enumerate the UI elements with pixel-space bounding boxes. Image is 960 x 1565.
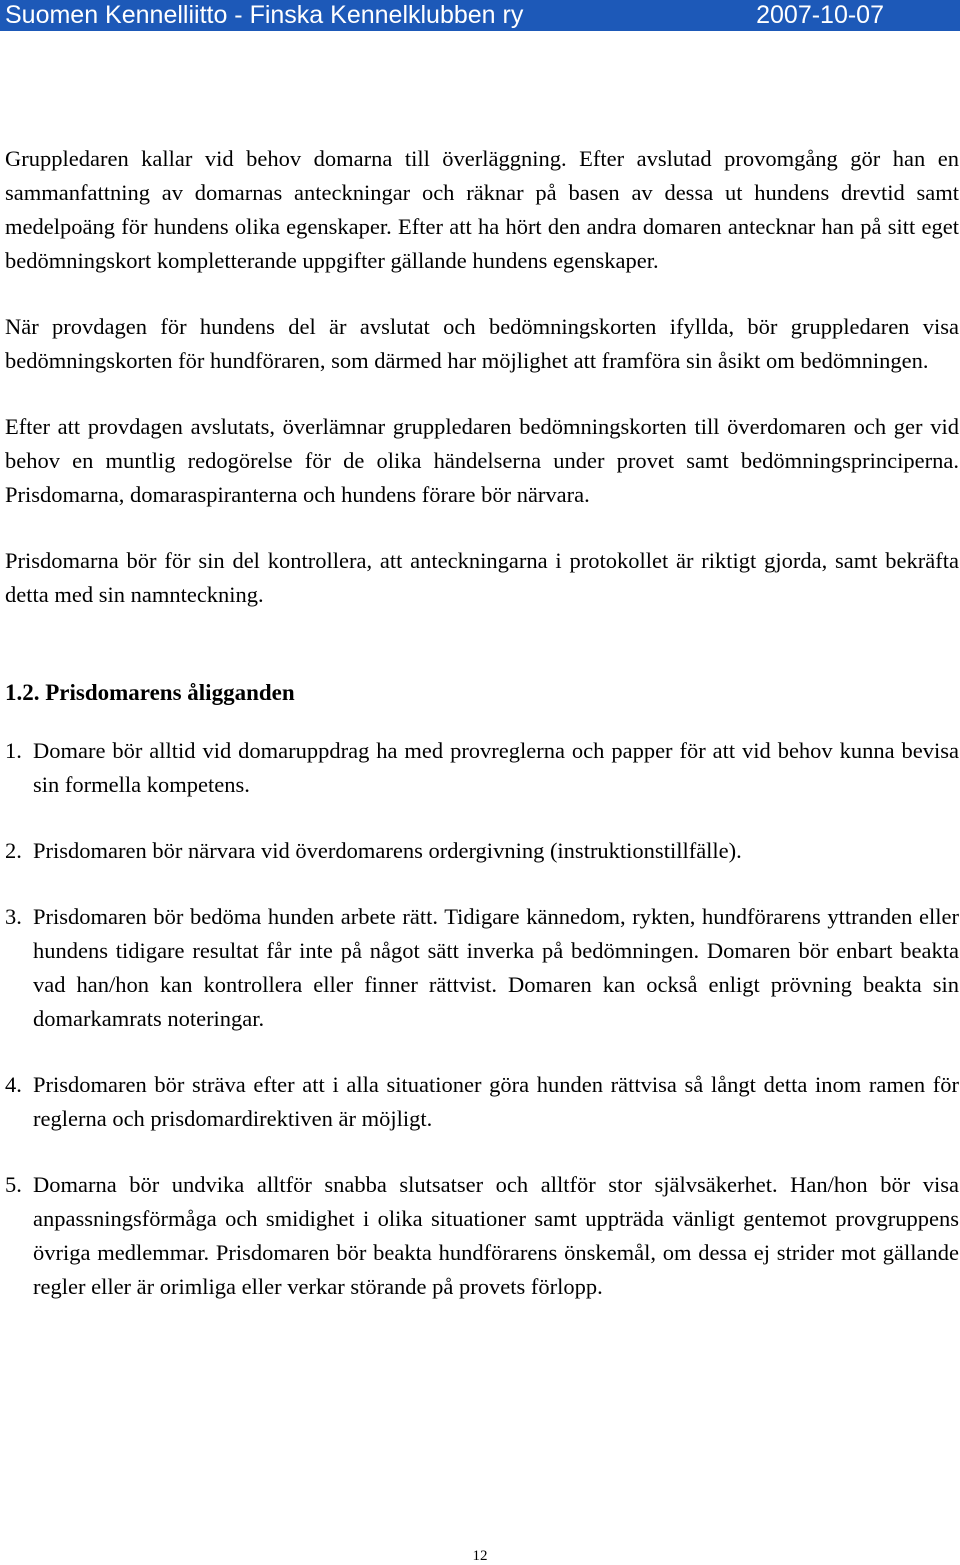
page-number: 12 xyxy=(472,1548,488,1564)
list-item-number: 5. xyxy=(5,1172,22,1197)
document-body xyxy=(5,142,959,1336)
list-item xyxy=(5,734,959,802)
list-item-number: 1. xyxy=(5,738,22,763)
list-item xyxy=(5,1168,959,1304)
paragraph: Efter att provdagen avslutats, överlämnar gruppledaren bedömningskorten till överdomaren och ger vid behov en muntlig redogörelse för de olika händelserna under provet samt bedömningsprinciperna. Prisdomarna, domaraspiranterna och hundens förare bör närvara. xyxy=(5,414,959,507)
list-item-text: Prisdomaren bör sträva efter att i alla situationer göra hunden rättvisa så långt detta inom ramen för reglerna och prisdomardirektiven är möjligt. xyxy=(33,1072,959,1131)
list-item-text: Domare bör alltid vid domaruppdrag ha med provreglerna och papper för att vid behov kunna bevisa sin formella kompetens. xyxy=(33,738,959,797)
header-organization: Suomen Kennelliitto - Finska Kennelklubben ry xyxy=(5,1,524,29)
list-item-number: 2. xyxy=(5,838,22,863)
list-item xyxy=(5,1068,959,1136)
list-item-text: Prisdomaren bör bedöma hunden arbete rätt. Tidigare kännedom, rykten, hundförarens yttranden eller hundens tidigare resultat får inte på något sätt inverka på bedömningen. Domaren bör enbart beakta vad han/hon kan kontrollera eller finner rättvist. Domaren kan också enligt prövning beakta sin domarkamrats noteringar. xyxy=(33,904,959,1031)
list-item-number: 3. xyxy=(5,904,22,929)
paragraph: Gruppledaren kallar vid behov domarna till överläggning. Efter avslutad provomgång gör han en sammanfattning av domarnas anteckningar och räknar på basen av dessa ut hundens drevtid samt medelpoäng för hundens olika egenskaper. Efter att ha hört den andra domaren antecknar han på sitt eget bedömningskort kompletterande uppgifter gällande hundens egenskaper. xyxy=(5,146,959,273)
section-heading: 1.2. Prisdomarens åligganden xyxy=(5,680,295,705)
header-date: 2007-10-07 xyxy=(756,1,884,29)
list-item xyxy=(5,900,959,1036)
list-item-text: Prisdomaren bör närvara vid överdomarens ordergivning (instruktionstillfälle). xyxy=(33,838,742,863)
paragraph: När provdagen för hundens del är avslutat och bedömningskorten ifyllda, bör gruppledaren visa bedömningskorten för hundföraren, som därmed har möjlighet att framföra sin åsikt om bedömningen. xyxy=(5,314,959,373)
page-header xyxy=(0,0,960,31)
list-item-number: 4. xyxy=(5,1072,22,1097)
paragraph: Prisdomarna bör för sin del kontrollera, att anteckningarna i protokollet är riktigt gjorda, samt bekräfta detta med sin namnteckning. xyxy=(5,548,959,607)
list-item xyxy=(5,834,959,868)
list-item-text: Domarna bör undvika alltför snabba slutsatser och alltför stor självsäkerhet. Han/hon bör visa anpassningsförmåga och smidighet i olika situationer samt uppträda vänligt gentemot provgruppens övriga medlemmar. Prisdomaren bör beakta hundförarens önskemål, om dessa ej strider mot gällande regler eller är orimliga eller verkar störande på provets förlopp. xyxy=(33,1172,959,1299)
